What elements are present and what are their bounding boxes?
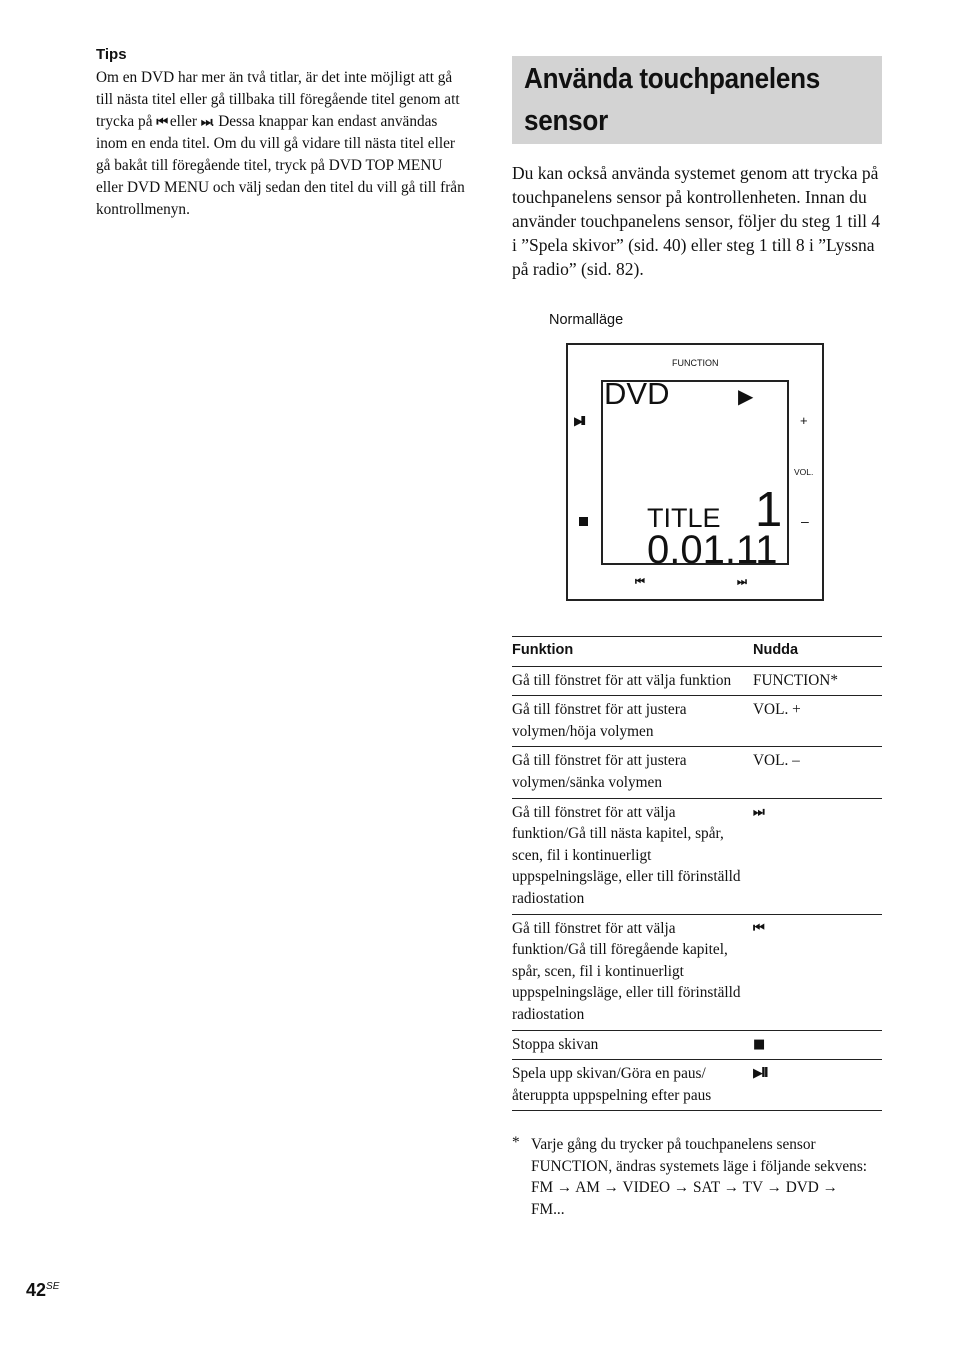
function-table — [512, 636, 882, 1111]
play-icon: ▶ — [738, 384, 754, 408]
table-header-row — [512, 637, 882, 667]
panel-function-label: FUNCTION — [672, 358, 719, 368]
table-cell-funktion: Stoppa skivan — [512, 1030, 753, 1060]
footnote-sequence: FM → AM → VIDEO → SAT → TV → DVD → FM... — [531, 1179, 838, 1218]
intro-paragraph: Du kan också använda systemet genom att trycka på touchpanelens sensor på kontrollenheten. Innan du använder touchpanelens sensor, följer du steg 1 till 4 i ”Spela skivor” (sid. 40) eller steg 1 till 8 i ”Lyssna på radio” (sid. 82). — [512, 163, 881, 279]
page-number-value: 42 — [26, 1280, 47, 1300]
table-cell-funktion: Spela upp skivan/Göra en paus/återuppta uppspelning efter paus — [512, 1060, 753, 1111]
table-cell-funktion: Gå till fönstret för att justera volymen/sänka volymen — [512, 747, 753, 798]
table-cell-nudda: FUNCTION* — [753, 666, 882, 696]
table-row — [512, 798, 882, 914]
table-row — [512, 914, 882, 1030]
tips-text-b: . Dessa knappar kan endast användas inom en enda titel. Om du vill gå vidare till nästa titel eller gå bakåt till föregående titel, tryck på DVD TOP MENU eller DVD MENU och välj sedan den titel du vill gå till från kontrollmenyn. — [96, 112, 465, 218]
stop-icon: ■ — [753, 1030, 882, 1060]
footnote-mark: * — [512, 1134, 520, 1151]
page-number-suffix: SE — [46, 1281, 60, 1292]
footnote — [531, 1134, 871, 1220]
table-cell-funktion: Gå till fönstret för att välja funktion/Gå till nästa kapitel, spår, scen, fil i kontinuerligt uppspelningsläge, eller till förinställd radiostation — [512, 798, 753, 914]
table-cell-nudda: VOL. – — [753, 747, 882, 798]
prev-icon: ⏮ — [156, 114, 167, 130]
figure-caption: Normalläge — [549, 312, 624, 328]
table-row — [512, 696, 882, 747]
panel-title-number: 1 — [755, 483, 783, 537]
panel-next-icon: ⏭ — [737, 575, 744, 588]
panel-time: 0.01.11 — [647, 528, 778, 572]
table-row — [512, 1030, 882, 1060]
tips-text-a: Om en DVD har mer än två titlar, är det inte möjligt att gå till nästa titel eller gå tillbaka till föregående titel genom att trycka på — [96, 69, 460, 130]
table-row — [512, 666, 882, 696]
vol-minus-label: – — [801, 513, 809, 529]
table-cell-funktion: Gå till fönstret för att välja funktion/Gå till föregående kapitel, spår, scen, fil i kontinuerligt uppspelningsläge, eller till förinställd radiostation — [512, 914, 753, 1030]
tips-text-or: eller — [169, 112, 198, 130]
tips-heading: Tips — [96, 46, 127, 63]
table-header-nudda: Nudda — [753, 637, 882, 667]
page-number — [26, 1280, 59, 1301]
table-cell-funktion: Gå till fönstret för att välja funktion — [512, 666, 753, 696]
panel-source-text: DVD — [604, 376, 670, 411]
table-header-funktion: Funktion — [512, 637, 753, 667]
tips-body — [96, 67, 468, 221]
section-title: Använda touchpanelens sensor — [524, 63, 820, 137]
table-row — [512, 1060, 882, 1111]
prev-icon: ⏮ — [753, 914, 882, 1030]
stop-icon — [579, 517, 588, 526]
panel-title-label: TITLE — [647, 503, 721, 533]
table-cell-nudda: VOL. + — [753, 696, 882, 747]
vol-plus-label: + — [800, 413, 808, 428]
table-row — [512, 747, 882, 798]
panel-prev-icon: ⏮ — [635, 575, 642, 588]
vol-label: VOL. — [794, 467, 814, 477]
next-icon: ⏭ — [753, 798, 882, 914]
play-pause-icon: ▶II — [753, 1060, 882, 1111]
next-icon: ⏭ — [200, 114, 211, 130]
table-cell-funktion: Gå till fönstret för att justera volymen/höja volymen — [512, 696, 753, 747]
play-pause-icon: ▶II — [574, 414, 584, 428]
footnote-text: Varje gång du trycker på touchpanelens sensor FUNCTION, ändras systemets läge i följande sekvens: — [531, 1136, 868, 1175]
